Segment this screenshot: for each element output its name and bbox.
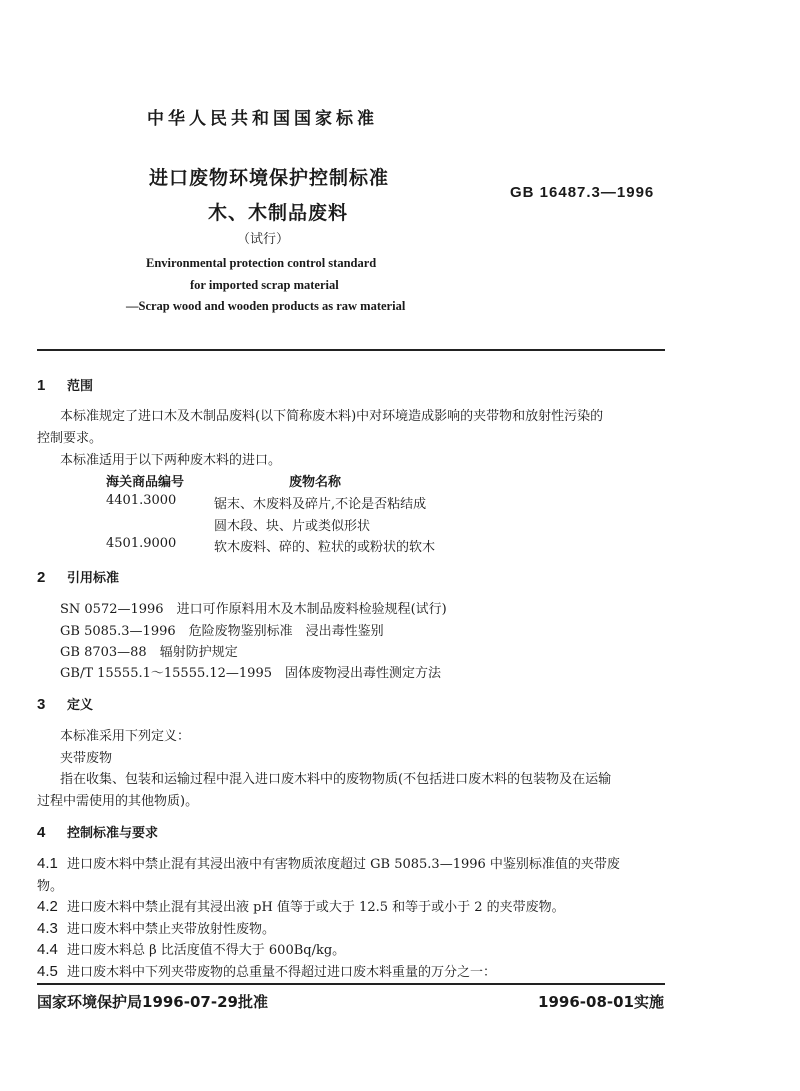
effective-date: 1996-08-01实施 [538, 993, 664, 1011]
clause-text: 进口废木料总 β 比活度值不得大于 600Bq/kg。 [67, 943, 346, 958]
table-cell: 锯末、木废料及碎片,不论是否粘结成 [214, 497, 427, 512]
document-subtitle: 木、木制品废料 [208, 202, 349, 224]
table-cell: 4501.9000 [106, 536, 177, 551]
paragraph: 本标准采用下列定义： [60, 729, 191, 744]
clause-continuation: 物。 [37, 879, 64, 894]
english-title-line: —Scrap wood and wooden products as raw material [126, 299, 406, 313]
reference-name: 进口可作原料用木及木制品废料检验规程(试行) [176, 602, 447, 617]
table-cell: 4401.3000 [106, 493, 177, 508]
section-title: 范围 [67, 379, 94, 394]
clause [37, 896, 565, 915]
section-title: 控制标准与要求 [67, 826, 159, 841]
definition: 过程中需使用的其他物质)。 [37, 794, 199, 809]
table-cell: 软木废料、碎的、粒状的或粉状的软木 [214, 540, 436, 555]
clause-text: 进口废木料中禁止夹带放射性废物。 [67, 922, 276, 937]
clause-number: 4.1 [37, 855, 58, 872]
clause-text: 进口废木料中禁止混有其浸出液 pH 值等于或大于 12.5 和等于或小于 2 的夹带废物。 [67, 900, 565, 915]
english-title-line: Environmental protection control standard [146, 256, 377, 270]
section-number: 3 [37, 696, 46, 713]
clause [37, 918, 275, 937]
clause-number: 4.4 [37, 941, 58, 958]
reference-code: GB 8703—88 [60, 645, 147, 660]
table-cell: 圆木段、块、片或类似形状 [214, 519, 371, 534]
definition: 指在收集、包装和运输过程中混入进口废木料中的废物物质(不包括进口废木料的包装物及在运输 [60, 772, 612, 787]
section-2-heading [37, 567, 119, 586]
standard-code: GB 16487.3—1996 [510, 184, 655, 201]
section-4-heading [37, 822, 158, 841]
clause-number: 4.2 [37, 898, 58, 915]
national-standard-heading: 中华人民共和国国家标准 [147, 109, 378, 129]
section-1-heading [37, 375, 93, 394]
section-title: 引用标准 [67, 571, 120, 586]
clause [37, 853, 620, 872]
reference-name: 固体废物浸出毒性测定方法 [285, 666, 442, 681]
clause-number: 4.5 [37, 963, 58, 980]
reference-code: GB 5085.3—1996 [60, 624, 176, 639]
clause-text: 进口废木料中禁止混有其浸出液中有害物质浓度超过 GB 5085.3—1996 中鉴别标准值的夹带废 [67, 857, 620, 872]
footer-divider [37, 983, 665, 985]
clause [37, 939, 345, 958]
table-header: 废物名称 [289, 475, 342, 490]
term: 夹带废物 [60, 751, 113, 766]
reference-code: GB/T 15555.1～15555.12—1995 [60, 666, 272, 681]
document-title: 进口废物环境保护控制标准 [149, 167, 390, 189]
table-header: 海关商品编号 [106, 475, 185, 490]
section-title: 定义 [67, 698, 94, 713]
clause [37, 961, 496, 980]
reference-code: SN 0572—1996 [60, 602, 164, 617]
reference-item [60, 662, 441, 681]
reference-item [60, 641, 238, 660]
section-number: 2 [37, 569, 46, 586]
clause-number: 4.3 [37, 920, 58, 937]
clause-text: 进口废木料中下列夹带废物的总重量不得超过进口废木料重量的万分之一： [67, 965, 497, 980]
paragraph: 本标准适用于以下两种废木料的进口。 [60, 453, 282, 468]
reference-name: 危险废物鉴别标准 浸出毒性鉴别 [188, 624, 384, 639]
section-number: 1 [37, 377, 46, 394]
paragraph: 控制要求。 [37, 431, 103, 446]
reference-item [60, 598, 447, 617]
approval-date: 国家环境保护局1996-07-29批准 [37, 993, 268, 1011]
header-divider [37, 349, 665, 351]
section-3-heading [37, 694, 93, 713]
trial-label: （试行） [237, 232, 290, 247]
paragraph: 本标准规定了进口木及木制品废料(以下简称废木料)中对环境造成影响的夹带物和放射性污染的 [60, 409, 604, 424]
english-title-line: for imported scrap material [190, 278, 339, 292]
reference-name: 辐射防护规定 [159, 645, 238, 660]
section-number: 4 [37, 824, 46, 841]
reference-item [60, 620, 384, 639]
